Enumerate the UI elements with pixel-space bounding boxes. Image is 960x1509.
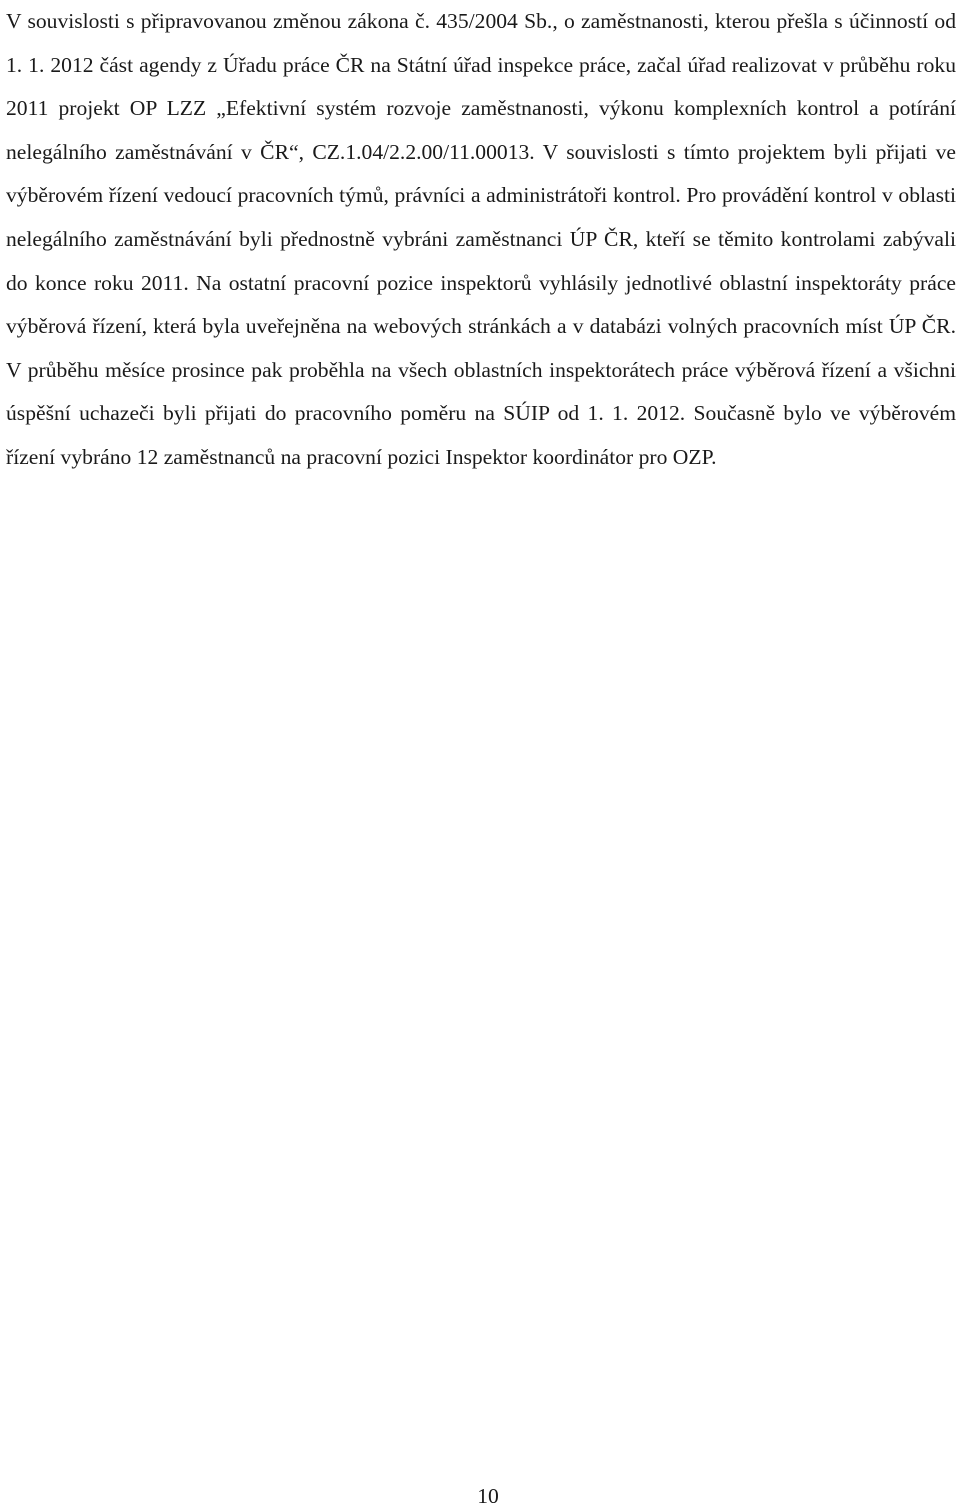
page-number: 10	[477, 1484, 499, 1508]
body-paragraph: V souvislosti s připravovanou změnou zákona č. 435/2004 Sb., o zaměstnanosti, kterou přešla s účinností od 1. 1. 2012 část agendy z Úřadu práce ČR na Státní úřad inspekce práce, začal úřad realizovat v průběhu roku 2011 projekt OP LZZ „Efektivní systém rozvoje zaměstnanosti, výkonu komplexních kontrol a potírání nelegálního zaměstnávání v ČR“, CZ.1.04/2.2.00/11.00013. V souvislosti s tímto projektem byli přijati ve výběrovém řízení vedoucí pracovních týmů, právníci a administrátoři kontrol. Pro provádění kontrol v oblasti nelegálního zaměstnávání byli přednostně vybráni zaměstnanci ÚP ČR, kteří se těmito kontrolami zabývali do konce roku 2011. Na ostatní pracovní pozice inspektorů vyhlásily jednotlivé oblastní inspektoráty práce výběrová řízení, která byla uveřejněna na webových stránkách a v databázi volných pracovních míst ÚP ČR. V průběhu měsíce prosince pak proběhla na všech oblastních inspektorátech práce výběrová řízení a všichni úspěšní uchazeči byli přijati do pracovního poměru na SÚIP od 1. 1. 2012. Současně bylo ve výběrovém řízení vybráno 12 zaměstnanců na pracovní pozici Inspektor koordinátor pro OZP.	[6, 9, 956, 469]
